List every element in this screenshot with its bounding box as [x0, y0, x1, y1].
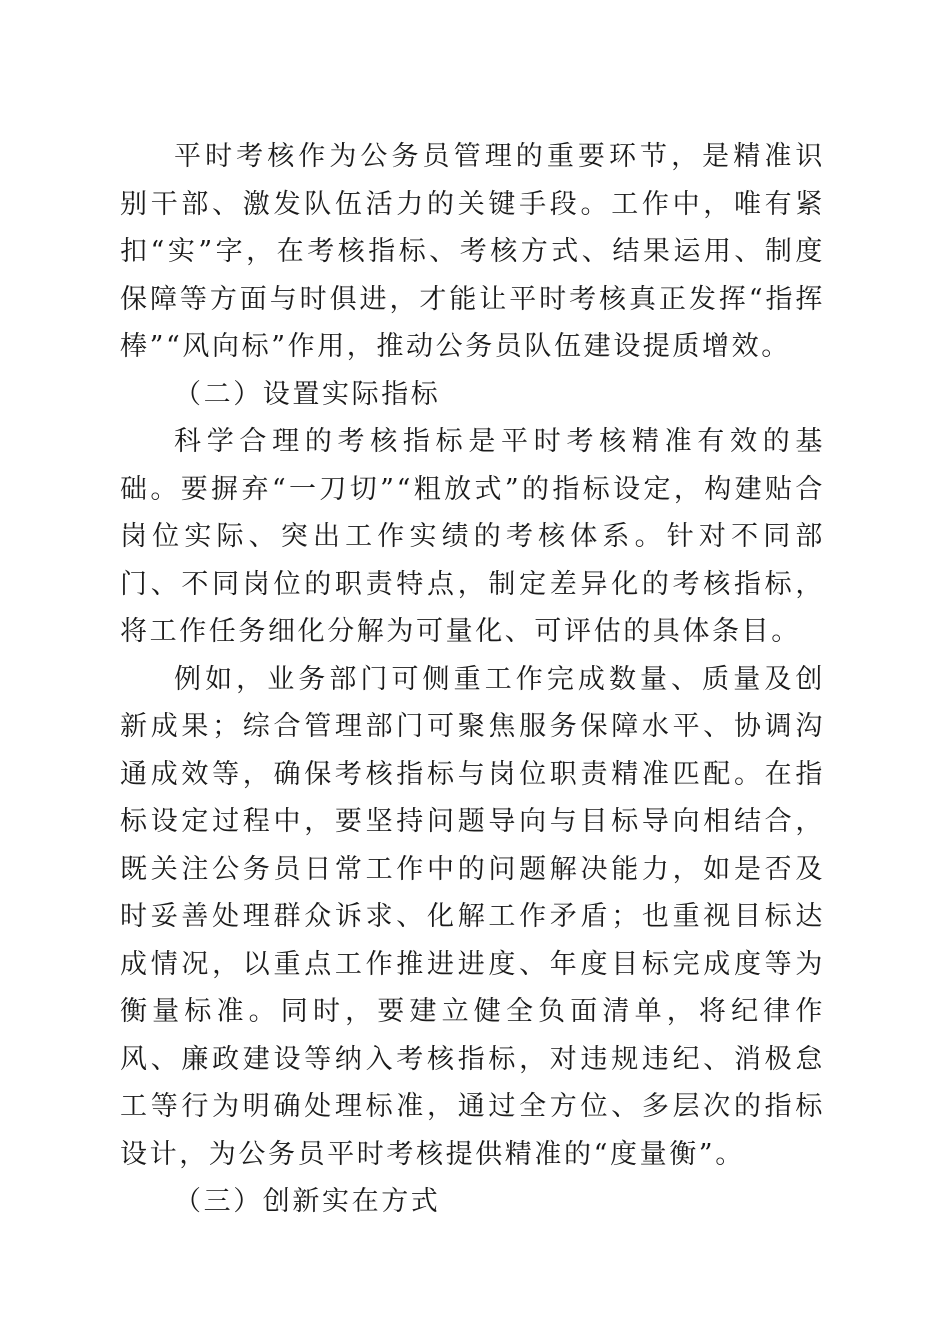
- section-heading-3: （三）创新实在方式: [174, 1186, 441, 1217]
- document-body: [120, 133, 825, 1226]
- section-heading-2: （二）设置实际指标: [174, 378, 441, 410]
- intro-paragraph: 平时考核作为公务员管理的重要环节，是精准识别干部、激发队伍活力的关键手段。工作中，唯有紧扣“实”字，在考核指标、考核方式、结果运用、制度保障等方面与时俱进，才能让平时考核真正发挥“指挥棒”“风向标”作用，推动公务员队伍建设提质增效。: [120, 141, 825, 362]
- indicator-paragraph: 科学合理的考核指标是平时考核精准有效的基础。要摒弃“一刀切”“粗放式”的指标设定，构建贴合岗位实际、突出工作实绩的考核体系。针对不同部门、不同岗位的职责特点，制定差异化的考核指标，将工作任务细化分解为可量化、可评估的具体条目。: [120, 426, 825, 647]
- example-paragraph: 例如，业务部门可侧重工作完成数量、质量及创新成果；综合管理部门可聚焦服务保障水平、协调沟通成效等，确保考核指标与岗位职责精准匹配。在指标设定过程中，要坚持问题导向与目标导向相结合，既关注公务员日常工作中的问题解决能力，如是否及时妥善处理群众诉求、化解工作矛盾；也重视目标达成情况，以重点工作推进进度、年度目标完成度等为衡量标准。同时，要建立健全负面清单，将纪律作风、廉政建设等纳入考核指标，对违规违纪、消极怠工等行为明确处理标准，通过全方位、多层次的指标设计，为公务员平时考核提供精准的“度量衡”。: [120, 663, 825, 1170]
